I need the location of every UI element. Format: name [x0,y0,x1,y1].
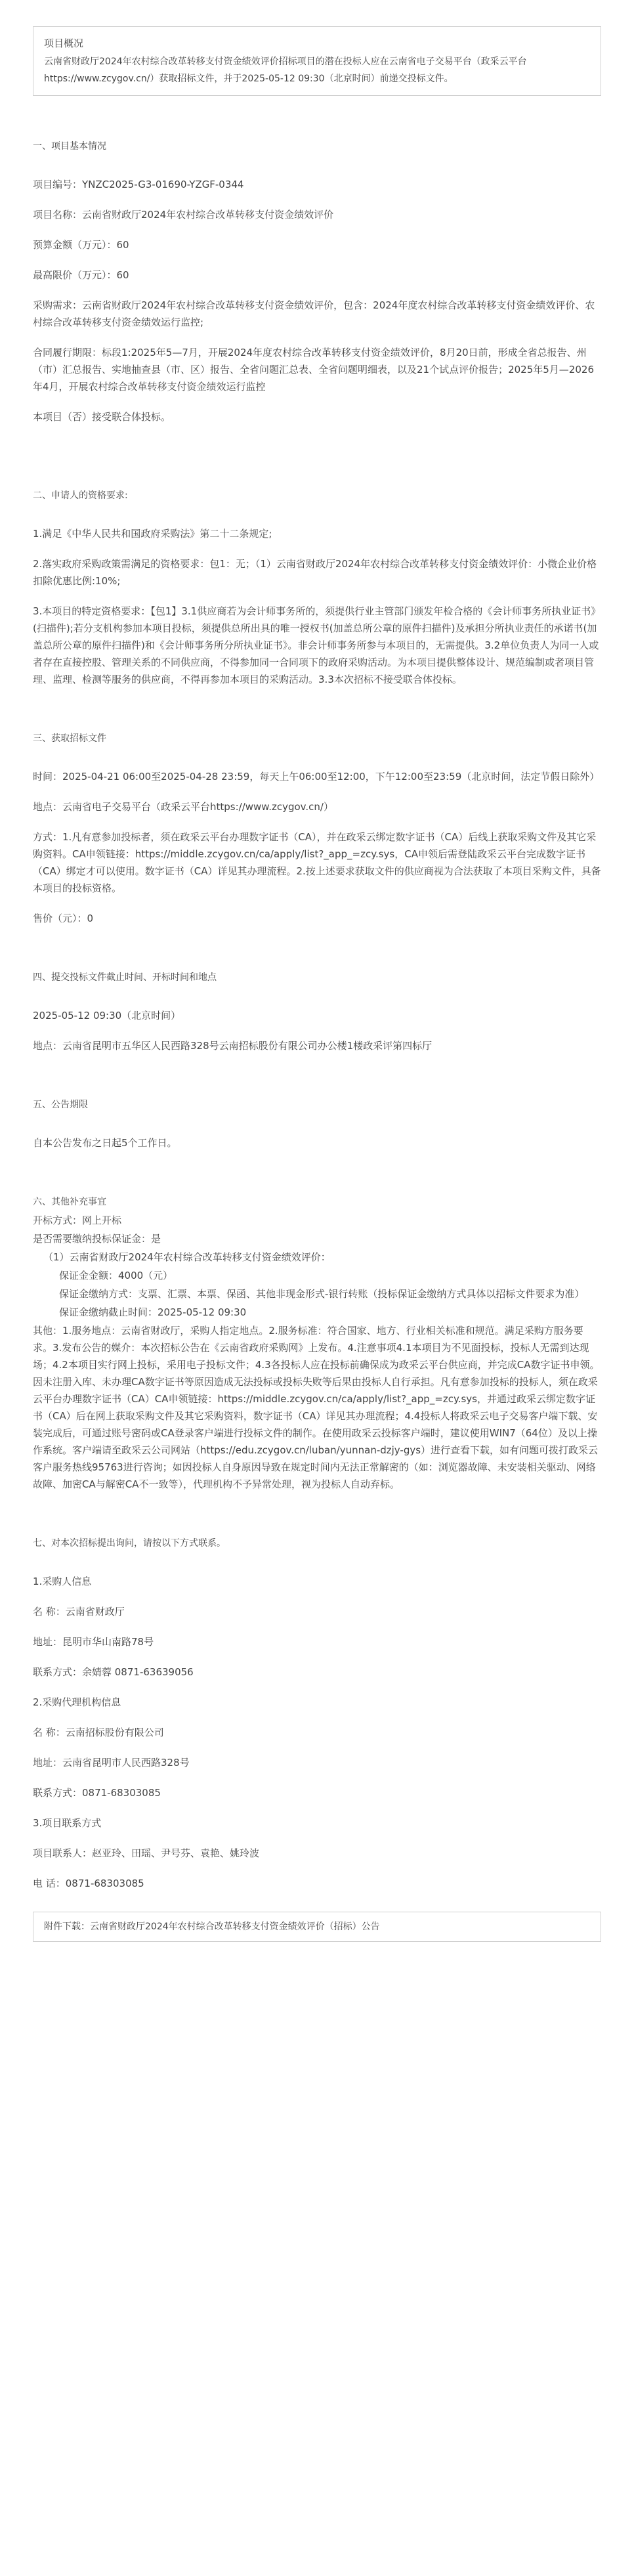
deadline-datetime: 2025-05-12 09:30（北京时间） [33,1010,181,1021]
buyer-name: 名 称：云南省财政厅 [33,1606,125,1618]
project-contact-person: 项目联系人：赵亚玲、田瑶、尹号芬、袁艳、姚玲波 [33,1847,260,1859]
attachment-link[interactable]: 附件下载：云南省财政厅2024年农村综合改革转移支付资金绩效评价（招标）公告 [44,1921,380,1932]
section-title-other: 六、其他补充事宜 [33,1197,106,1207]
project-contact-title: 3.项目联系方式 [33,1817,102,1829]
section-title-obtain-docs: 三、获取招标文件 [33,733,106,744]
procurement-demand: 采购需求：云南省财政厅2024年农村综合改革转移支付资金绩效评价，包含：2024年度农村综合改革转移支付资金绩效评价、农村综合改革转移支付资金绩效运行监控; [33,299,595,328]
overview-text: 云南省财政厅2024年农村综合改革转移支付资金绩效评价招标项目的潜在投标人应在云南省电子交易平台（政采云平台https://www.zcygov.cn/）获取招标文件，并于2025-05-12 09:30（北京时间）前递交投标文件。 [44,56,527,84]
qualification-item-1: 1.满足《中华人民共和国政府采购法》第二十二条规定; [33,528,272,540]
qualification-item-2: 2.落实政府采购政策需满足的资格要求：包1：无；（1）云南省财政厅2024年农村综合改革转移支付资金绩效评价：小微企业价格扣除优惠比例:10%; [33,558,597,587]
obtain-method: 方式：1.凡有意参加投标者，须在政采云平台办理数字证书（CA），并在政采云绑定数字证书（CA）后线上获取采购文件及其它采购资料。CA申领链接：https://middle.zcygov.cn/ca/apply/list?_app_=zcy.sys，CA申领后需登陆政采云平台完成数字证书（CA）绑定才可以使用。数字证书（CA）详见其办理流程。2.按上述要求获取文件的供应商视为合法获取了本项目采购文件，具备本项目的投标资格。 [33,831,601,894]
obtain-place: 地点：云南省电子交易平台（政采云平台https://www.zcygov.cn/） [33,801,333,813]
section-title-basic: 一、项目基本情况 [33,141,106,152]
attachment-box[interactable] [33,1912,601,1942]
max-price: 最高限价（万元）：60 [33,269,129,281]
other-notes: 其他：1.服务地点：云南省财政厅，采购人指定地点。2.服务标准：符合国家、地方、行业相关标准和规范。满足采购方服务要求。3.发布公告的媒介：本次招标公告在《云南省政府采购网》上发布。4.注意事项4.1本项目为不见面投标，投标人无需到达现场；4.2本项目实行网上投标，采用电子投标文件；4.3各投标人应在投标前确保成为政采云平台供应商，并完成CA数字证书申领。因未注册入库、未办理CA数字证书等原因造成无法投标或投标失败等后果由投标人自行承担。凡有意参加投标的投标人，须在政采云平台办理数字证书（CA）CA申领链接：https://middle.zcygov.cn/ca/apply/list?_app_=zcy.sys，并通过政采云绑定数字证书（CA）后在网上获取采购文件及其它采购资料，数字证书（CA）详见其办理流程；4.4投标人将政采云电子交易客户端下载、安装完成后，可通过账号密码或CA登录客户端进行投标文件的制作。在使用政采云投标客户端时，建议使用WIN7（64位）及以上操作系统。客户端请至政采云公司网站（https://edu.zcygov.cn/luban/yunnan-dzjy-gys）进行查看下载，如有问题可拨打政采云客户服务热线95763进行咨询；如因投标人自身原因导致在规定时间内无法正常解密的（如：浏览器故障、未安装相关驱动、网络故障、加密CA与解密CA不一致等），代理机构不予异常处理，视为投标人自动弃标。 [33,1325,600,1490]
notice-period-text: 自本公告发布之日起5个工作日。 [33,1137,177,1149]
deposit-method: 保证金缴纳方式：支票、汇票、本票、保函、其他非现金形式-银行转账（投标保证金缴纳方式具体以招标文件要求为准） [59,1288,585,1300]
deposit-package: （1）云南省财政厅2024年农村综合改革转移支付资金绩效评价： [43,1251,331,1263]
obtain-time: 时间：2025-04-21 06:00至2025-04-28 23:59，每天上午06:00至12:00，下午12:00至23:59（北京时间，法定节假日除外） [33,771,600,783]
consortium-note: 本项目（否）接受联合体投标。 [33,411,171,423]
open-method: 开标方式：网上开标 [33,1214,122,1226]
buyer-contact: 联系方式：余婧蓉 0871-63639056 [33,1666,194,1678]
agent-address: 地址：云南省昆明市人民西路328号 [33,1757,190,1769]
deposit-required: 是否需要缴纳投标保证金：是 [33,1233,161,1245]
section-title-deadline: 四、提交投标文件截止时间、开标时间和地点 [33,972,217,983]
buyer-info-title: 1.采购人信息 [33,1576,92,1587]
qualification-item-3: 3.本项目的特定资格要求：【包1】3.1供应商若为会计师事务所的，须提供行业主管部门颁发年检合格的《会计师事务所执业证书》(扫描件);若分支机构参加本项目投标，须提供总所出具的唯一授权书(加盖总所公章的原件扫描件)及承担分所执业责任的承诺书(加盖总所公章的原件扫描件)和《会计师事务所分所执业证书》。非会计师事务所参与本项目的，无需提供。3.2单位负责人为同一人或者存在直接控股、管理关系的不同供应商，不得参加同一合同项下的政府采购活动。为本项目提供整体设计、规范编制或者项目管理、监理、检测等服务的供应商，不得再参加本项目的采购活动。3.3本次招标不接受联合体投标。 [33,605,601,685]
agent-info-title: 2.采购代理机构信息 [33,1696,121,1708]
project-number: 项目编号：YNZC2025-G3-01690-YZGF-0344 [33,179,244,190]
agent-name: 名 称：云南招标股份有限公司 [33,1727,164,1738]
doc-price: 售价（元）：0 [33,912,94,924]
section-title-notice-period: 五、公告期限 [33,1100,88,1110]
section-title-contact: 七、对本次招标提出询问，请按以下方式联系。 [33,1538,226,1549]
contract-period: 合同履行期限：标段1:2025年5—7月，开展2024年度农村综合改革转移支付资金绩效评价，8月20日前，形成全省总报告、州（市）汇总报告、实地抽查县（市、区）报告、全省问题汇总表、全省问题明细表，以及21个试点评价报告；2025年5月—2026年4月，开展农村综合改革转移支付资金绩效运行监控 [33,347,594,393]
project-contact-phone: 电 话：0871-68303085 [33,1878,144,1889]
overview-box [33,26,601,96]
buyer-address: 地址：昆明市华山南路78号 [33,1636,154,1648]
agent-contact: 联系方式：0871-68303085 [33,1787,161,1799]
bid-opening-place: 地点：云南省昆明市五华区人民西路328号云南招标股份有限公司办公楼1楼政采评第四标厅 [33,1040,433,1052]
section-title-qualification: 二、申请人的资格要求: [33,490,128,501]
deposit-deadline: 保证金缴纳截止时间：2025-05-12 09:30 [59,1306,247,1318]
deposit-amount: 保证金金额：4000（元） [59,1270,173,1281]
overview-title: 项目概况 [44,37,84,49]
budget: 预算金额（万元）：60 [33,239,129,251]
project-name: 项目名称：云南省财政厅2024年农村综合改革转移支付资金绩效评价 [33,209,334,221]
